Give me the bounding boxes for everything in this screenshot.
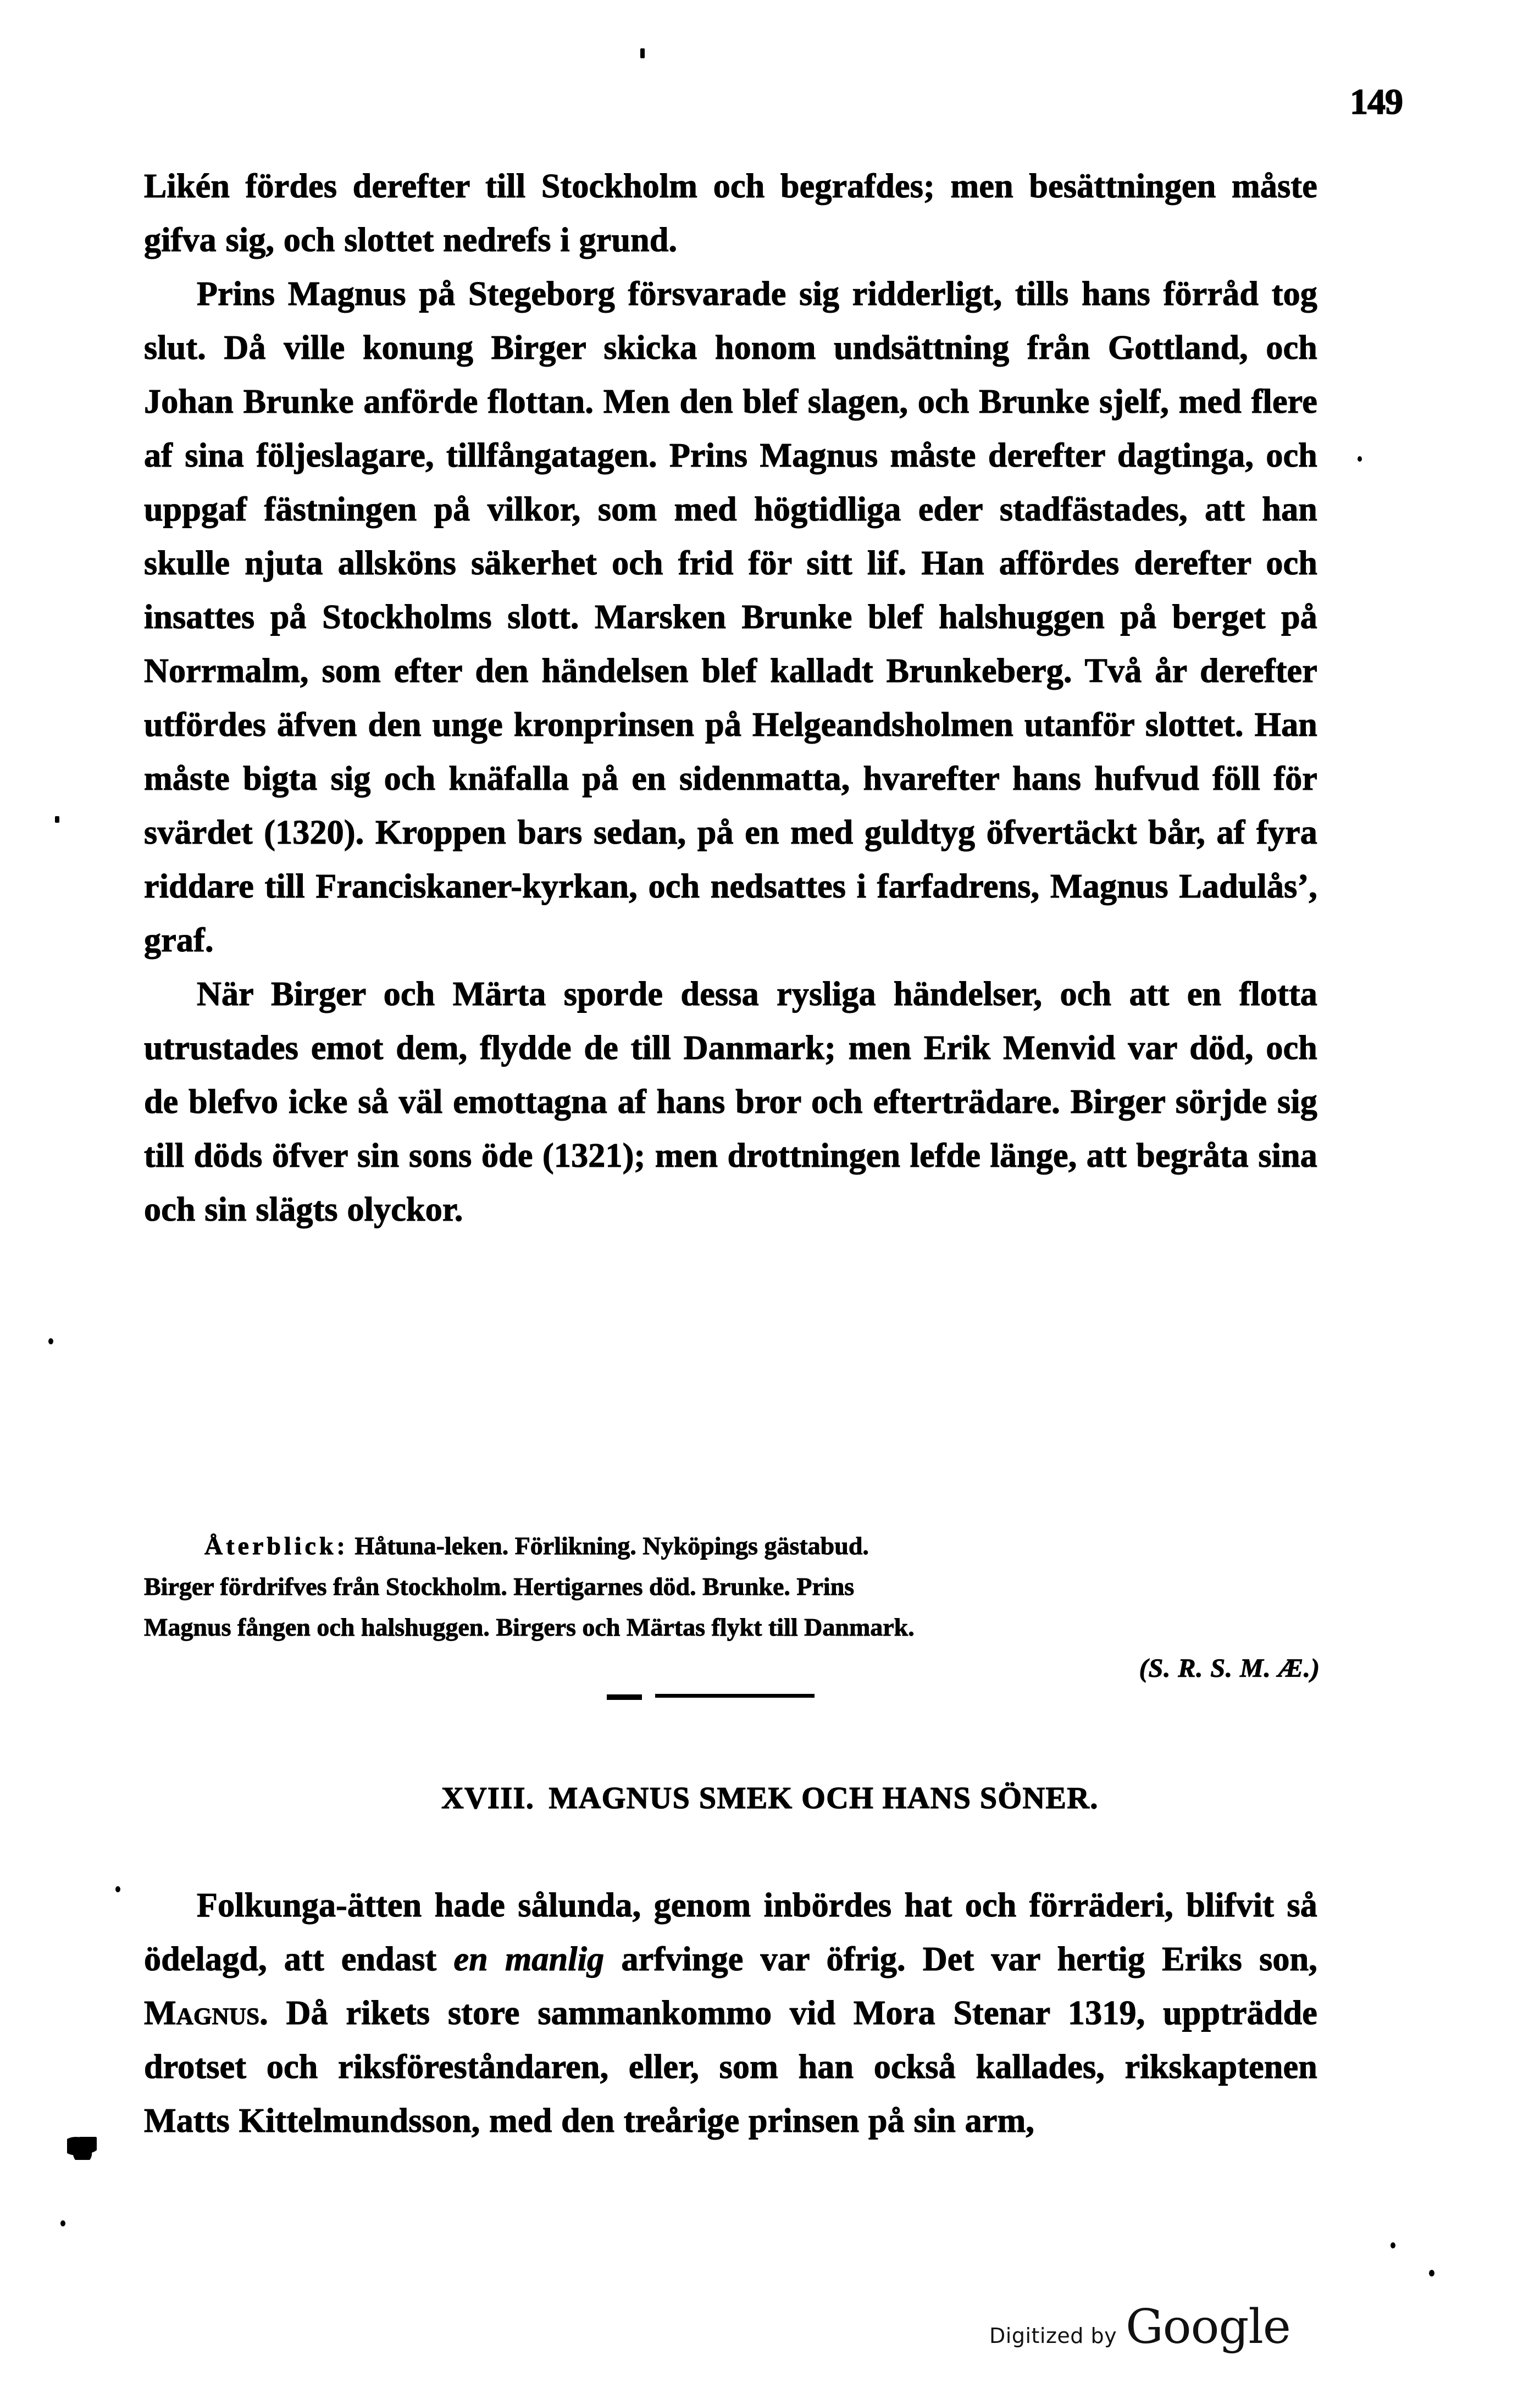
recap-line-2: Birger fördrifves från Stockholm. Hertigarnes död. Brunke. Prins bbox=[144, 1572, 855, 1600]
chapter-heading bbox=[0, 1781, 1540, 1816]
chapter-number: XVIII. bbox=[441, 1781, 535, 1815]
scan-speck-right-upper bbox=[1358, 456, 1362, 462]
paragraph-3: När Birger och Märta sporde dessa rysliga händelser, och att en flotta utrustades emot dem, flydde de till Danmark; men Erik Menvid var död, och de blefvo icke så väl emottagna af hans bror och efterträdare. Birger sörjde sig till döds öfver sin sons öde (1321); men drottningen lefde länge, att begråta sina och sin slägts olyckor. bbox=[144, 976, 1317, 1228]
closing-part-2: arfvinge var öfrig. Det var hertig Eriks son, bbox=[604, 1941, 1317, 1978]
scan-speck-left-closing bbox=[115, 1886, 120, 1892]
page-number: 149 bbox=[1350, 82, 1403, 122]
scan-speck-top bbox=[640, 48, 645, 58]
digitization-watermark bbox=[989, 2300, 1290, 2354]
scan-speck-left-margin bbox=[55, 816, 59, 823]
ink-blot-left-margin bbox=[67, 2137, 97, 2160]
section-divider bbox=[655, 1694, 815, 1698]
closing-part-3: . Då rikets store sammankommo vid Mora Stenar 1319, uppträdde drotset och riksföreståndaren, eller, som han också kallades, rikskaptenen Matts Kittelmundsson, med den treårige prinsen på sin arm, bbox=[144, 1994, 1317, 2140]
scan-speck-left-lower bbox=[48, 1338, 53, 1344]
closing-emphasis: en manlig bbox=[453, 1941, 605, 1978]
digitized-by-label: Digitized by bbox=[989, 2324, 1117, 2348]
closing-part-1: Folkunga-ätten hade sålunda, genom inbördes hat och förräderi, blifvit så ödelagd, att endast bbox=[144, 1887, 1317, 1978]
recap-label: Återblick: bbox=[204, 1532, 348, 1560]
closing-text-block bbox=[144, 1879, 1317, 2148]
source-citation: (S. R. S. M. Æ.) bbox=[1139, 1654, 1320, 1683]
scan-speck-bottom-left bbox=[60, 2220, 65, 2226]
recap-line-3: Magnus fången och halshuggen. Birgers och Märtas flykt till Danmark. bbox=[144, 1613, 915, 1641]
scan-speck-bottom-right-a bbox=[1391, 2242, 1395, 2248]
scan-speck-bottom-right-b bbox=[1429, 2270, 1434, 2276]
paragraph-1: Likén fördes derefter till Stockholm och begrafdes; men besättningen måste gifva sig, och slottet nedrefs i grund. bbox=[144, 168, 1317, 259]
closing-name-magnus: Magnus bbox=[144, 1994, 260, 2032]
paragraph-2: Prins Magnus på Stegeborg försvarade sig ridderligt, tills hans förråd tog slut. Då ville konung Birger skicka honom undsättning från Gottland, och Johan Brunke anförde flottan. Men den blef slagen, och Brunke sjelf, med flere af sina följeslagare, tillfångatagen. Prins Magnus måste derefter dagtinga, och uppgaf fästningen på vilkor, som med högtidliga eder stadfästades, att han skulle njuta allsköns säkerhet och frid för sitt lif. Han affördes derefter och insattes på Stockholms slott. Marsken Brunke blef halshuggen på berget på Norrmalm, som efter den händelsen blef kalladt Brunkeberg. Två år derefter utfördes äfven den unge kronprinsen på Helgeandsholmen utanför slottet. Han måste bigta sig och knäfalla på en sidenmatta, hvarefter hans hufvud föll för svärdet (1320). Kroppen bars sedan, på en med guldtyg öfvertäckt bår, af fyra riddare till Franciskaner-kyrkan, och nedsattes i farfadrens, Magnus Ladulås’, graf. bbox=[144, 275, 1317, 959]
closing-paragraph-1 bbox=[144, 1879, 1317, 2148]
google-wordmark: Google bbox=[1126, 2300, 1290, 2354]
chapter-title: MAGNUS SMEK OCH HANS SÖNER. bbox=[549, 1781, 1099, 1815]
recap-line-1: Håtuna-leken. Förlikning. Nyköpings gästabud. bbox=[354, 1532, 869, 1560]
main-text-block bbox=[144, 159, 1317, 1237]
recap-block bbox=[144, 1526, 1317, 1648]
